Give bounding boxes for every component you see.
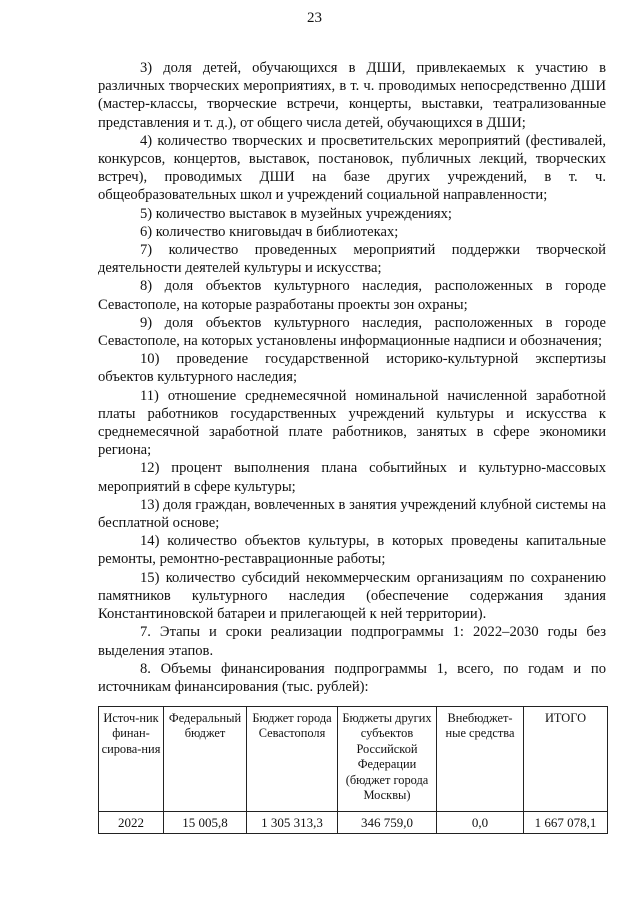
table-row — [99, 812, 608, 834]
paragraph-item-4: 4) количество творческих и просветительских мероприятий (фестивалей, конкурсов, концертов, выставок, постановок, публичных лекций, творческих встреч), проводимых ДШИ на базе других учреждений, в т. ч. общеобразовательных школ и учреждений социальной направленности; — [98, 132, 606, 204]
paragraph-item-9: 9) доля объектов культурного наследия, расположенных в городе Севастополе, на которых установлены информационные надписи и обозначения; — [98, 314, 606, 350]
paragraph-item-3: 3) доля детей, обучающихся в ДШИ, привлекаемых к участию в различных творческих мероприятиях, в т. ч. проводимых непосредственно ДШИ (мастер-классы, творческие встречи, концерты, выставки, театрализованные представления и т. д.), от общего числа детей, обучающихся в ДШИ; — [98, 60, 606, 131]
paragraph-item-8: 8) доля объектов культурного наследия, расположенных в городе Севастополе, на которые разработаны проекты зон охраны; — [98, 278, 606, 313]
cell-city-budget: 1 305 313,3 — [247, 812, 338, 834]
paragraph-item-12: 12) процент выполнения плана событийных и культурно-массовых мероприятий в сфере культуры; — [98, 460, 606, 495]
paragraph-item-10: 10) проведение государственной историко-культурной экспертизы объектов культурного наследия; — [98, 351, 606, 386]
document-body — [98, 59, 606, 696]
paragraph-item-11: 11) отношение среднемесячной номинальной начисленной заработной платы работников государственных учреждений культуры и искусства к среднемесячной заработной плате работников, занятых в сфере экономики региона; — [98, 387, 606, 459]
paragraph-item-7: 7) количество проведенных мероприятий поддержки творческой деятельности деятелей культуры и искусства; — [98, 242, 606, 277]
funding-table — [98, 706, 608, 834]
paragraph-item-5: 5) количество выставок в музейных учреждениях; — [140, 205, 452, 222]
paragraph-item-6: 6) количество книговыдач в библиотеках; — [140, 223, 399, 240]
paragraph-item-13: 13) доля граждан, вовлеченных в занятия учреждений клубной системы на бесплатной основе; — [98, 496, 606, 532]
header-other-subjects-budget: Бюджеты других субъектов Российской Федерации (бюджет города Москвы) — [338, 707, 437, 812]
header-extrabudgetary: Внебюджет-ные средства — [437, 707, 524, 812]
paragraph-funding: 8. Объемы финансирования подпрограммы 1, всего, по годам и по источникам финансирования (тыс. рублей): — [98, 660, 606, 695]
table-header-row — [99, 707, 608, 812]
cell-total: 1 667 078,1 — [524, 812, 608, 834]
cell-year: 2022 — [99, 812, 164, 834]
header-federal-budget: Федеральный бюджет — [164, 707, 247, 812]
header-city-budget: Бюджет города Севастополя — [247, 707, 338, 812]
paragraph-item-14: 14) количество объектов культуры, в которых проведены капитальные ремонты, ремонтно-реставрационные работы; — [98, 533, 606, 568]
paragraph-stages: 7. Этапы и сроки реализации подпрограммы 1: 2022–2030 годы без выделения этапов. — [98, 624, 606, 659]
header-source: Источ-ник финан-сирова-ния — [99, 707, 164, 812]
page-number: 23 — [307, 10, 322, 26]
paragraph-item-15: 15) количество субсидий некоммерческим организациям по сохранению памятников культурного наследия (обеспечение содержания здания Константиновской батареи и прилегающей к ней территории). — [98, 569, 606, 623]
cell-other-subjects-budget: 346 759,0 — [338, 812, 437, 834]
cell-extrabudgetary: 0,0 — [437, 812, 524, 834]
header-total: ИТОГО — [524, 707, 608, 812]
cell-federal-budget: 15 005,8 — [164, 812, 247, 834]
